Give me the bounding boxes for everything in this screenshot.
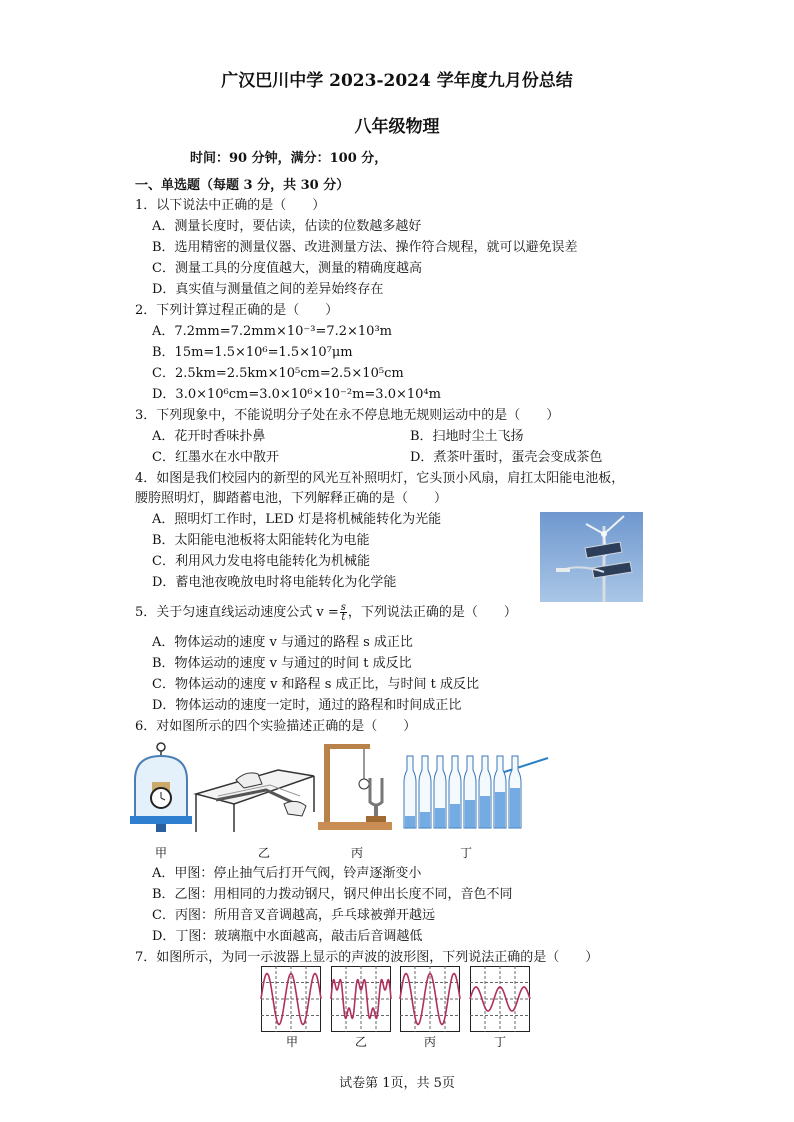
wave-caption-yi: 乙 bbox=[355, 1035, 368, 1049]
question-stem: 6．对如图所示的四个实验描述正确的是（ ） bbox=[135, 719, 417, 734]
figure-caption-yi: 乙 bbox=[258, 846, 271, 860]
option-b: B．太阳能电池板将太阳能转化为电能 bbox=[152, 533, 370, 548]
option-d: D．物体运动的速度一定时，通过的路程和时间成正比 bbox=[152, 698, 462, 713]
fraction-numerator: s bbox=[340, 602, 346, 613]
option-a: A．照明灯工作时，LED 灯是将机械能转化为光能 bbox=[152, 512, 442, 527]
option-d: D．煮茶叶蛋时，蛋壳会变成茶色 bbox=[410, 450, 603, 465]
question-stem bbox=[135, 603, 517, 623]
option-c: C．丙图：所用音叉音调越高，乒乓球被弹开越远 bbox=[152, 908, 435, 923]
waveform-ding bbox=[470, 966, 530, 1032]
option-b: B．物体运动的速度 v 与通过的时间 t 成反比 bbox=[152, 656, 412, 671]
bottle-water bbox=[480, 796, 490, 828]
question-stem: 1．以下说法中正确的是（ ） bbox=[135, 198, 326, 213]
wave-caption-jia: 甲 bbox=[286, 1035, 299, 1049]
option-a: A．7.2mm=7.2mm×10⁻³=7.2×10³m bbox=[152, 324, 392, 339]
bottle-water bbox=[450, 804, 460, 828]
option-b: B．扫地时尘土飞扬 bbox=[410, 429, 524, 444]
question-stem: 2．下列计算过程正确的是（ ） bbox=[135, 303, 339, 318]
fraction-denominator: t bbox=[341, 612, 346, 623]
option-c: C．利用风力发电将电能转化为机械能 bbox=[152, 554, 370, 569]
figure-caption-ding: 丁 bbox=[460, 846, 473, 860]
option-c: C．测量工具的分度值越大，测量的精确度越高 bbox=[152, 261, 422, 276]
option-b: B．15m=1.5×10⁶=1.5×10⁷μm bbox=[152, 345, 353, 360]
stem-prefix: 5．关于匀速直线运动速度公式 v = bbox=[135, 605, 339, 620]
velocity-formula-fraction bbox=[340, 603, 347, 622]
bottle-water bbox=[510, 788, 520, 828]
stem-suffix: ，下列说法正确的是（ ） bbox=[347, 605, 517, 620]
option-a: A．物体运动的速度 v 与通过的路程 s 成正比 bbox=[152, 635, 413, 650]
tuning-fork-figure bbox=[318, 742, 396, 834]
option-b: B．乙图：用相同的力拨动钢尺，钢尺伸出长度不同，音色不同 bbox=[152, 887, 513, 902]
option-a: A．测量长度时，要估读，估读的位数越多越好 bbox=[152, 219, 422, 234]
page-footer: 试卷第 1页，共 5页 bbox=[339, 1076, 455, 1091]
bell-jar-figure bbox=[130, 742, 192, 834]
option-c: C．2.5km=2.5km×10⁵cm=2.5×10⁵cm bbox=[152, 366, 404, 381]
option-b: B．选用精密的测量仪器、改进测量方法、操作符合规程，就可以避免误差 bbox=[152, 240, 578, 255]
option-d: D．3.0×10⁶cm=3.0×10⁶×10⁻²m=3.0×10⁴m bbox=[152, 387, 441, 402]
figure-caption-jia: 甲 bbox=[155, 846, 168, 860]
bottle-water bbox=[465, 800, 475, 828]
exam-info: 时间：90 分钟，满分：100 分， bbox=[190, 151, 388, 166]
wave-caption-ding: 丁 bbox=[494, 1035, 507, 1049]
waveform-yi bbox=[331, 966, 391, 1032]
option-c: C．物体运动的速度 v 和路程 s 成正比，与时间 t 成反比 bbox=[152, 677, 479, 692]
bottle-water bbox=[435, 808, 445, 828]
section-heading: 一、单选题（每题 3 分，共 30 分） bbox=[135, 178, 350, 193]
option-a: A．花开时香味扑鼻 bbox=[152, 429, 266, 444]
question-stem: 7．如图所示，为同一示波器上显示的声波的波形图，下列说法正确的是（ ） bbox=[135, 950, 599, 965]
waveform-jia bbox=[261, 966, 321, 1032]
wave-caption-bing: 丙 bbox=[424, 1035, 437, 1049]
exam-title: 广汉巴川中学 2023-2024 学年度九月份总结 bbox=[221, 71, 573, 91]
bottle-water bbox=[420, 812, 430, 828]
question-stem-line1: 4．如图是我们校园内的新型的风光互补照明灯，它头顶小风扇，肩扛太阳能电池板， bbox=[135, 471, 625, 486]
option-d: D．蓄电池夜晚放电时将电能转化为化学能 bbox=[152, 575, 397, 590]
street-lamp-photo bbox=[540, 512, 643, 602]
water-bottles-figure bbox=[402, 756, 548, 830]
question-stem: 3．下列现象中，不能说明分子处在永不停息地无规则运动中的是（ ） bbox=[135, 408, 560, 423]
ruler-table-figure bbox=[196, 760, 314, 834]
option-d: D．丁图：玻璃瓶中水面越高，敲击后音调越低 bbox=[152, 929, 423, 944]
option-c: C．红墨水在水中散开 bbox=[152, 450, 279, 465]
bottle-water bbox=[495, 792, 505, 828]
option-a: A．甲图：停止抽气后打开气阀，铃声逐渐变小 bbox=[152, 866, 422, 881]
option-d: D．真实值与测量值之间的差异始终存在 bbox=[152, 282, 384, 297]
figure-caption-bing: 丙 bbox=[351, 846, 364, 860]
question-stem-line2: 腰胯照明灯，脚踏蓄电池，下列解释正确的是（ ） bbox=[135, 491, 448, 506]
waveform-bing bbox=[400, 966, 460, 1032]
bottle-water bbox=[405, 816, 415, 828]
exam-subtitle: 八年级物理 bbox=[354, 117, 440, 137]
